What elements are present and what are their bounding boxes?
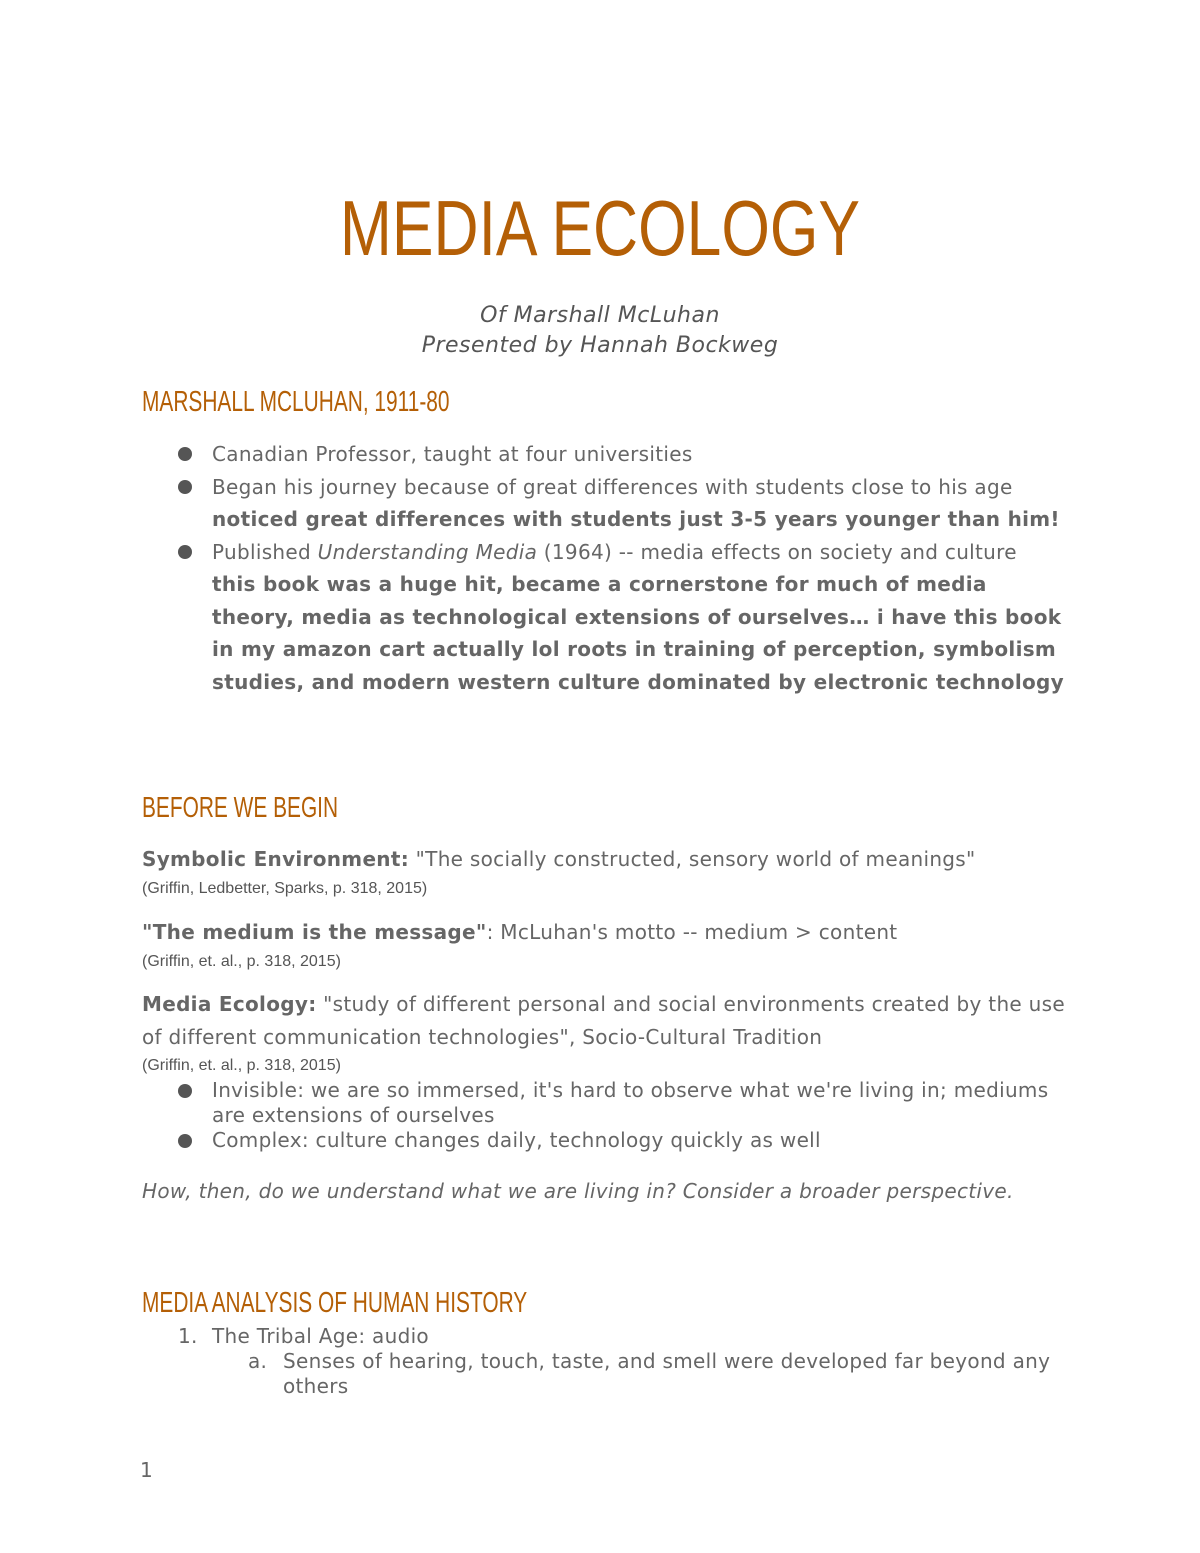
mcluhan-bullet-list <box>142 438 1072 698</box>
definition-symbolic-environment: Symbolic Environment: "The socially constructed, sensory world of meanings" <box>142 847 976 871</box>
media-ecology-bullet-list <box>142 1078 1072 1153</box>
citation: (Griffin, et. al., p. 318, 2015) <box>142 1057 341 1074</box>
closing-question: How, then, do we understand what we are living in? Consider a broader perspective. <box>142 1179 1014 1203</box>
bullet-icon <box>178 545 192 559</box>
bullet-icon <box>178 480 192 494</box>
list-item: 1. The Tribal Age: audio <box>178 1324 429 1348</box>
list-item: Canadian Professor, taught at four universities <box>142 438 1072 471</box>
section-heading-mcluhan: MARSHALL MCLUHAN, 1911-80 <box>142 386 450 418</box>
citation: (Griffin, Ledbetter, Sparks, p. 318, 2015) <box>142 880 428 897</box>
list-item: a. Senses of hearing, touch, taste, and smell were developed far beyond any others <box>248 1349 1051 1398</box>
page-number: 1 <box>140 1458 153 1482</box>
definition-media-ecology: Media Ecology: "study of different personal and social environments created by the use of different communication technologies", Socio-Cultural Tradition <box>142 992 1065 1049</box>
list-item: Began his journey because of great differences with students close to his age noticed great differences with students just 3-5 years younger than him! <box>142 471 1072 536</box>
list-item: Invisible: we are so immersed, it's hard to observe what we're living in; mediums are extensions of ourselves <box>142 1078 1072 1128</box>
bullet-icon <box>178 1134 192 1148</box>
definition-medium-message: "The medium is the message": McLuhan's motto -- medium > content <box>142 920 898 944</box>
list-item: Complex: culture changes daily, technology quickly as well <box>142 1128 1072 1153</box>
list-item: Published Understanding Media (1964) -- media effects on society and culture this book was a huge hit, became a cornerstone for much of media theory, media as technological extensions of ourselves… i have this book in my amazon cart actually lol roots in training of perception, symbolism studies, and modern western culture dominated by electronic technology <box>142 536 1072 699</box>
bullet-icon <box>178 447 192 461</box>
subtitle-presenter: Presented by Hannah Bockweg <box>421 333 779 358</box>
subtitle-author: Of Marshall McLuhan <box>480 303 720 328</box>
bullet-icon <box>178 1084 192 1098</box>
section-heading-before-we-begin: BEFORE WE BEGIN <box>142 792 339 824</box>
history-numbered-list <box>142 1324 1072 1399</box>
document-title: MEDIA ECOLOGY <box>339 184 861 272</box>
section-heading-media-analysis: MEDIA ANALYSIS OF HUMAN HISTORY <box>142 1287 528 1319</box>
citation: (Griffin, et. al., p. 318, 2015) <box>142 953 341 970</box>
